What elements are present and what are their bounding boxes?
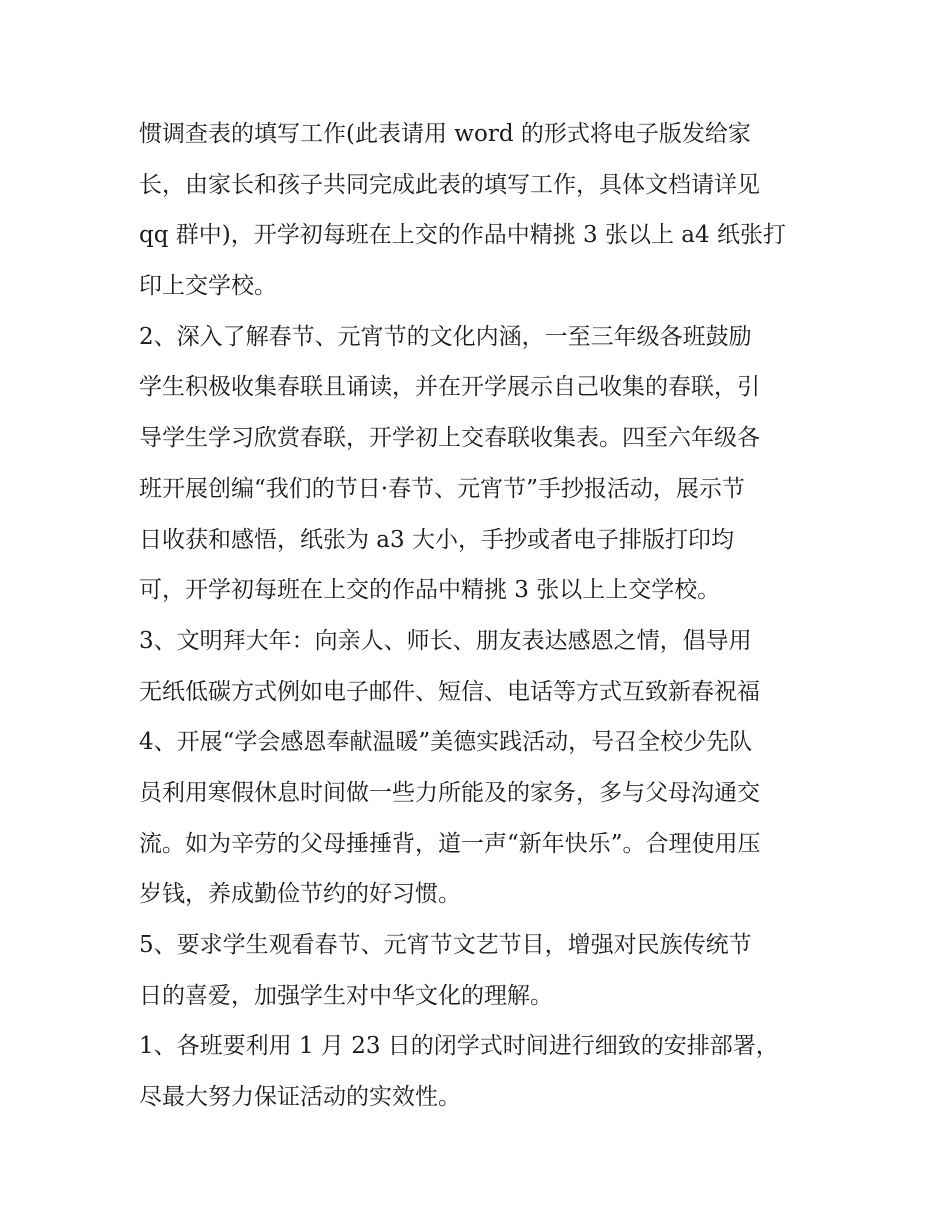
text-line: 尽最大努力保证活动的实效性。 — [139, 1084, 461, 1111]
text-line: 岁钱，养成勤俭节约的好习惯。 — [139, 881, 461, 908]
text-line: 员利用寒假休息时间做一些力所能及的家务，多与父母沟通交 — [139, 779, 760, 806]
text-line: qq 群中)，开学初每班在上交的作品中精挑 3 张以上 a4 纸张打 — [139, 222, 786, 249]
text-line: 5、要求学生观看春节、元宵节文艺节目，增强对民族传统节 — [139, 932, 752, 958]
text-line: 4、开展“学会感恩奉献温暖”美德实践活动，号召全校少先队 — [139, 729, 753, 756]
text-line: 日的喜爱，加强学生对中华文化的理解。 — [139, 982, 553, 1009]
text-line: 1、各班要利用 1 月 23 日的闭学式时间进行细致的安排部署， — [139, 1033, 779, 1060]
text-line: 班开展创编“我们的节日·春节、元宵节”手抄报活动，展示节 — [139, 475, 745, 502]
text-line: 流。如为辛劳的父母捶捶背，道一声“新年快乐”。合理使用压 — [139, 830, 761, 857]
text-line: 导学生学习欣赏春联，开学初上交春联收集表。四至六年级各 — [139, 425, 760, 452]
text-line: 可，开学初每班在上交的作品中精挑 3 张以上上交学校。 — [139, 577, 721, 604]
text-line: 惯调查表的填写工作(此表请用 word 的形式将电子版发给家 — [139, 121, 751, 147]
text-line: 2、深入了解春节、元宵节的文化内涵，一至三年级各班鼓励 — [139, 323, 752, 350]
text-line: 3、文明拜大年：向亲人、师长、朋友表达感恩之情，倡导用 — [139, 627, 752, 654]
document-body — [139, 109, 819, 1123]
text-line: 无纸低碳方式例如电子邮件、短信、电话等方式互致新春祝福 — [139, 678, 760, 705]
text-line: 学生积极收集春联且诵读，并在开学展示自己收集的春联，引 — [139, 374, 760, 401]
text-line: 日收获和感悟，纸张为 a3 大小，手抄或者电子排版打印均 — [139, 526, 734, 553]
text-line: 长，由家长和孩子共同完成此表的填写工作，具体文档请详见 — [139, 171, 760, 198]
text-line: 印上交学校。 — [139, 273, 277, 300]
